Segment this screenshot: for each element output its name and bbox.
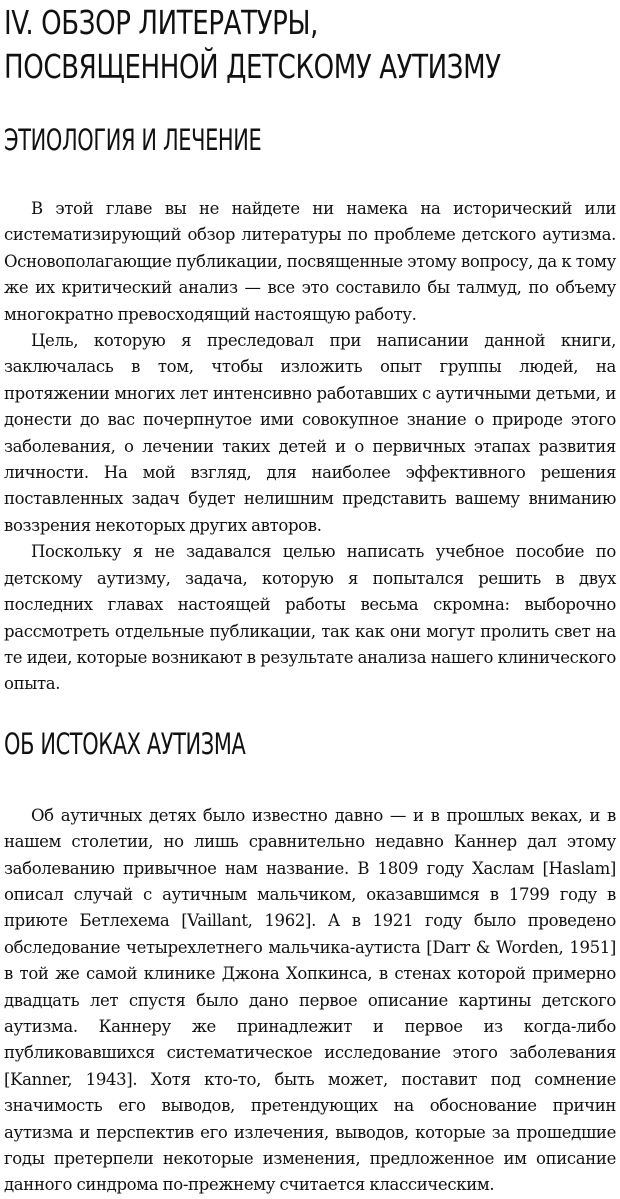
section-etiology [4, 122, 616, 698]
paragraph: Цель, которую я преследовал при написании данной книги, заключалась в том, чтобы изложить опыт группы людей, на протяжении многих лет интенсивно работавших с аутичными детьми, и донести до вас почерпнутое ими совокупное знание о природе этого заболевания, о лечении таких детей и о первичных этапах развития личности. На мой взгляд, для наиболее эффективного решения поставленных задач будет нелишним представить вашему вниманию воззрения некоторых других авторов. [4, 331, 616, 535]
section-title: ОБ ИСТОКАХ АУТИЗМА [4, 726, 246, 761]
chapter-title-line-1: IV. ОБЗОР ЛИТЕРАТУРЫ, [4, 3, 318, 42]
section-body [4, 803, 616, 1199]
paragraph: Поскольку я не задавался целью написать учебное пособие по детскому аутизму, задача, которую я попытался решить в двух последних главах настоящей работы весьма скромна: выборочно рассмотреть отдельные публикации, так как они могут пролить свет на те идеи, которые возникают в результате анализа нашего клинического опыта. [4, 542, 616, 694]
section-origins [4, 726, 616, 1199]
paragraph: Об аутичных детях было известно давно — и в прошлых веках, и в нашем столетии, но лишь сравнительно недавно Каннер дал этому заболеванию привычное нам название. В 1809 году Хаслам [Haslam] описал случай с аутичным мальчиком, оказавшимся в 1799 году в приюте Бетлехема [Vaillant, 1962]. А в 1921 году было проведено обследование четырехлетнего мальчика-аутиста [Darr & Worden, 1951] в той же самой клинике Джона Хопкинса, в стенах которой примерно двадцать лет спустя было дано первое описание картины детского аутизма. Каннеру же принадлежит и первое из когда-либо публиковавшихся систематическое исследование этого заболевания [Kanner, 1943]. Хотя кто-то, быть может, поставит под сомнение значимость его выводов, претендующих на обоснование причин аутизма и перспектив его излечения, выводов, которые за прошедшие годы претерпели некоторые изменения, предложенное им описание данного синдрома по-прежнему считается классическим. [4, 805, 616, 1195]
paragraph: В этой главе вы не найдете ни намека на исторический или систематизирующий обзор литературы по проблеме детского аутизма. Основополагающие публикации, посвященные этому вопросу, да к тому же их критический анализ — все это составило бы талмуд, по объему многократно превосходящий настоящую работу. [4, 199, 616, 324]
section-body [4, 196, 616, 698]
chapter-title-line-2: ПОСВЯЩЕННОЙ ДЕТСКОМУ АУТИЗМУ [4, 47, 501, 86]
section-title: ЭТИОЛОГИЯ И ЛЕЧЕНИЕ [4, 123, 262, 157]
chapter-heading [4, 0, 616, 88]
